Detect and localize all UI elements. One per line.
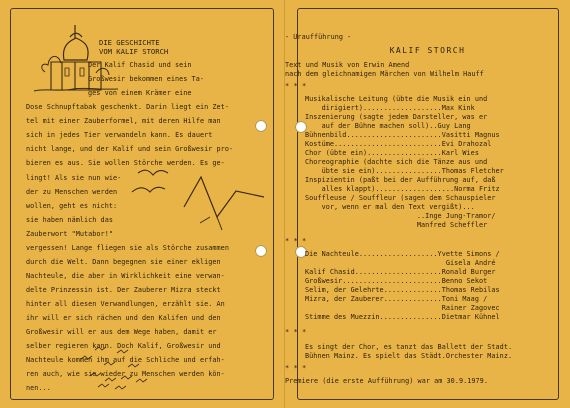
story-line-16: Nachteule, die aber in Wirklichkeit eine verwan- xyxy=(26,272,225,280)
story-line-12: sie haben nämlich das xyxy=(26,216,113,224)
story-line-15: durch die Welt. Dann begegnen sie einer ekligen xyxy=(26,258,221,266)
story-title xyxy=(99,38,168,56)
cast-line-1: Die Nachteule...................Yvette Simons / xyxy=(305,250,500,258)
note-line-2: Bühnen Mainz. Es spielt das Städt.Orchester Mainz. xyxy=(305,352,513,360)
story-line-9: lingt! Als sie nun wie- xyxy=(26,174,122,182)
section-stars-2: * * * xyxy=(285,237,307,245)
story-line-13: Zauberwort "Mutabor!" xyxy=(26,230,113,238)
bird-flock-illustration xyxy=(78,334,148,392)
story-line-24: nen... xyxy=(26,384,51,392)
credit-line-2: dirigiert)...................Max Kink xyxy=(305,104,475,112)
subtitle-line-2: nach dem gleichnamigen Märchen von Wilhelm Hauff xyxy=(285,70,484,78)
section-stars-4: * * * xyxy=(285,364,307,372)
credit-line-12: Souffleuse / Souffleur (sagen dem Schauspieler xyxy=(305,194,496,202)
cast-line-5: Selim, der Gelehrte..............Thomas Rebilas xyxy=(305,286,500,294)
story-line-5: tel mit einer Zauberformel, mit deren Hilfe man xyxy=(26,117,221,125)
note-line-1: Es singt der Chor, es tanzt das Ballett der Stadt. xyxy=(305,343,513,351)
story-line-18: hinter all diesen Verwandlungen, erzählt sie. An xyxy=(26,300,225,308)
story-line-20: Großwesir will er aus dem Wege haben, damit er xyxy=(26,328,217,336)
credit-line-6: Kostüme..........................Evi Drahozal xyxy=(305,140,492,148)
credit-line-1: Musikalische Leitung (übte die Musik ein und xyxy=(305,95,488,103)
subtitle-line-1: Text und Musik von Erwin Amend xyxy=(285,61,410,69)
story-title-line-2: VOM KALIF STORCH xyxy=(99,47,169,56)
story-line-1: Der Kalif Chasid und sein xyxy=(88,61,192,69)
cast-line-2: Gisela André xyxy=(305,259,496,267)
story-line-23: ren auch, wie sie wieder zu Menschen werden kön- xyxy=(26,370,225,378)
story-line-2: Großwesir bekommen eines Ta- xyxy=(88,75,204,83)
story-line-17: delte Prinzessin ist. Der Zauberer Mizra steckt xyxy=(26,286,221,294)
performance-label: - Uraufführung - xyxy=(285,33,352,41)
story-line-7: nicht lange, und der Kalif und sein Großwesir pro- xyxy=(26,145,234,153)
credit-line-10: Inspizientin (paßt bei der Aufführung auf, daß xyxy=(305,176,496,184)
credit-line-3: Inszenierung (sagte jedem Darsteller, was er xyxy=(305,113,488,121)
story-line-6: sich in jedes Tier verwandeln kann. Es dauert xyxy=(26,131,213,139)
credit-line-15: Manfred Scheffler xyxy=(305,221,488,229)
credit-line-7: Chor (übte ein)..................Karl Wies xyxy=(305,149,479,157)
cast-line-4: Großwesir........................Benno Sekot xyxy=(305,277,488,285)
story-line-4: Dose Schnupftabak geschenkt. Darin liegt ein Zet- xyxy=(26,103,229,111)
story-line-19: ihr will er sich rächen und den Kalifen und den xyxy=(26,314,221,322)
story-title-line-1: DIE GESCHICHTE xyxy=(99,38,160,47)
story-line-14: vergessen! Lange fliegen sie als Störche zusammen xyxy=(26,244,229,252)
cast-line-8: Stimme des Muezzin...............Dietmar Kühnel xyxy=(305,313,500,321)
story-line-10: der zu Menschen werden xyxy=(26,188,118,196)
right-page xyxy=(285,0,570,408)
section-stars-3: * * * xyxy=(285,328,307,336)
palace-illustration xyxy=(27,20,127,100)
credit-line-13: vor, wenn er mal den Text vergißt)... xyxy=(305,203,475,211)
cast-line-6: Mizra, der Zauberer..............Toni Maag / xyxy=(305,295,488,303)
credit-line-11: alles klappt)...................Norma Fritz xyxy=(305,185,500,193)
credit-line-8: Choreographie (dachte sich die Tänze aus und xyxy=(305,158,488,166)
story-line-21: selber regieren kann. Doch Kalif, Großwesir und xyxy=(26,342,221,350)
story-line-8: bieren es aus. Sie wollen Störche werden. Es ge- xyxy=(26,159,225,167)
story-line-11: wollen, geht es nicht: xyxy=(26,202,118,210)
credit-line-4: auf der Bühne machen soll)..Guy Lang xyxy=(305,122,471,130)
story-line-3: ges von einem Krämer eine xyxy=(88,89,192,97)
credit-line-9: übte sie ein)................Thomas Fletcher xyxy=(305,167,504,175)
performance-title: KALIF STORCH xyxy=(389,46,466,55)
story-line-22: Nachteule kommen ihm auf die Schliche und erfah- xyxy=(26,356,225,364)
cast-line-3: Kalif Chasid.....................Ronald Burger xyxy=(305,268,496,276)
credit-line-14: ..Inge Jung-Tramor/ xyxy=(305,212,496,220)
section-stars-1: * * * xyxy=(285,82,307,90)
credit-line-5: Bühnenbild.......................Vasitti Magnus xyxy=(305,131,500,139)
premiere-line: Premiere (die erste Aufführung) war am 30.9.1979. xyxy=(285,377,488,385)
flying-storks-illustration xyxy=(126,165,266,245)
cast-line-7: Rainer Zagovec xyxy=(305,304,500,312)
